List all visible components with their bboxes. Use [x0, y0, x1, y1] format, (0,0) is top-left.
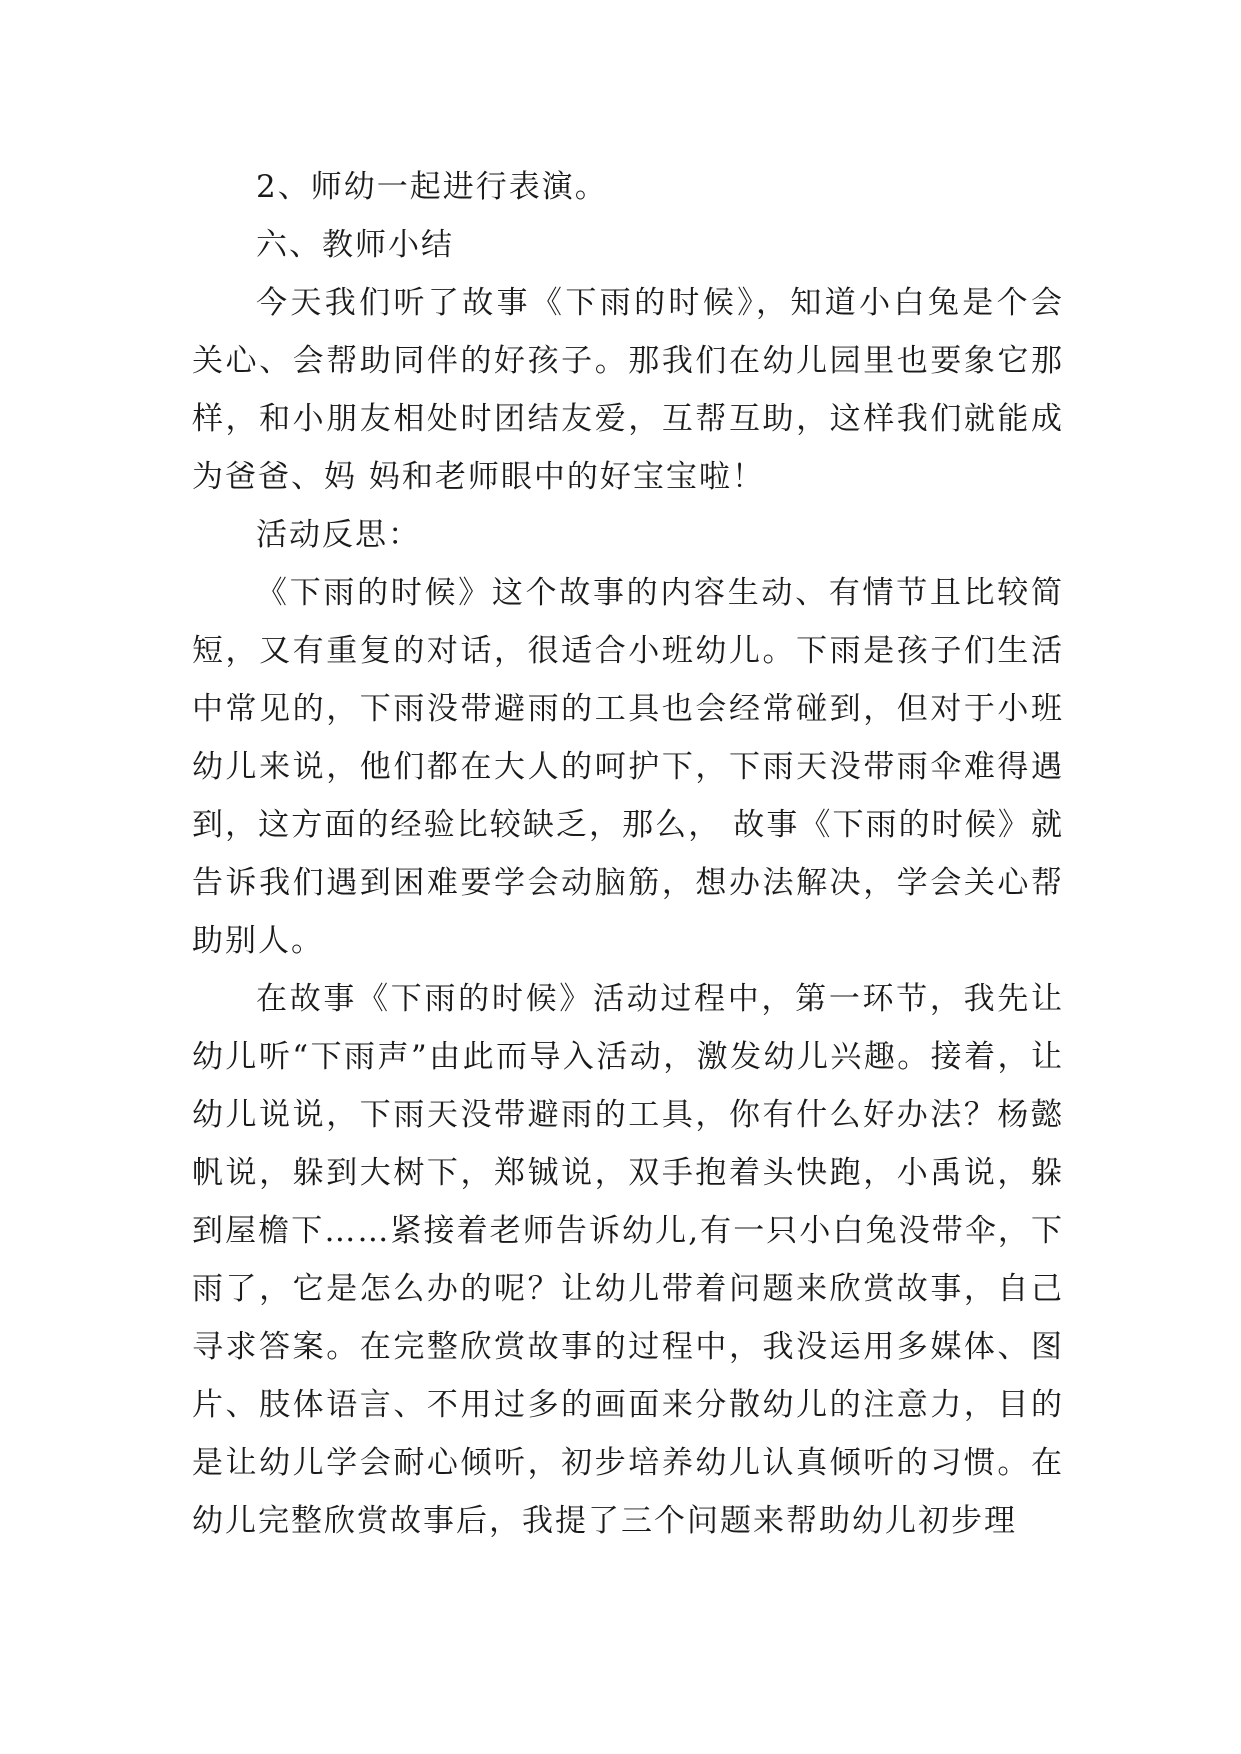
heading-teacher-summary: 六、教师小结	[256, 227, 454, 263]
paragraph-summary: 今天我们听了故事《下雨的时候》，知道小白兔是个会关心、会帮助同伴的好孩子。那我们在幼儿园里也要象它那样，和小朋友相处时团结友爱，互帮互助，这样我们就能成为爸爸、妈 妈和老师眼中的好宝宝啦！	[192, 285, 1064, 495]
paragraph-performance: 2、师幼一起进行表演。	[256, 169, 608, 205]
document-body	[192, 158, 1064, 1550]
heading-reflection: 活动反思：	[256, 517, 421, 553]
paragraph-reflection-process: 在故事《下雨的时候》活动过程中，第一环节，我先让幼儿听“下雨声”由此而导入活动，激发幼儿兴趣。接着，让幼儿说说，下雨天没带避雨的工具，你有什么好办法？杨懿帆说，躲到大树下，郑铖说，双手抱着头快跑，小禹说，躲到屋檐下……紧接着老师告诉幼儿,有一只小白兔没带伞，下雨了，它是怎么办的呢？让幼儿带着问题来欣赏故事，自己寻求答案。在完整欣赏故事的过程中，我没运用多媒体、图片、肢体语言、不用过多的画面来分散幼儿的注意力，目的是让幼儿学会耐心倾听，初步培养幼儿认真倾听的习惯。在幼儿完整欣赏故事后，我提了三个问题来帮助幼儿初步理	[192, 981, 1064, 1539]
paragraph-reflection-intro: 《下雨的时候》这个故事的内容生动、有情节且比较简短，又有重复的对话，很适合小班幼儿。下雨是孩子们生活中常见的，下雨没带避雨的工具也会经常碰到，但对于小班幼儿来说，他们都在大人的呵护下，下雨天没带雨伞难得遇到，这方面的经验比较缺乏，那么， 故事《下雨的时候》就告诉我们遇到困难要学会动脑筋，想办法解决，学会关心帮助别人。	[192, 575, 1064, 959]
